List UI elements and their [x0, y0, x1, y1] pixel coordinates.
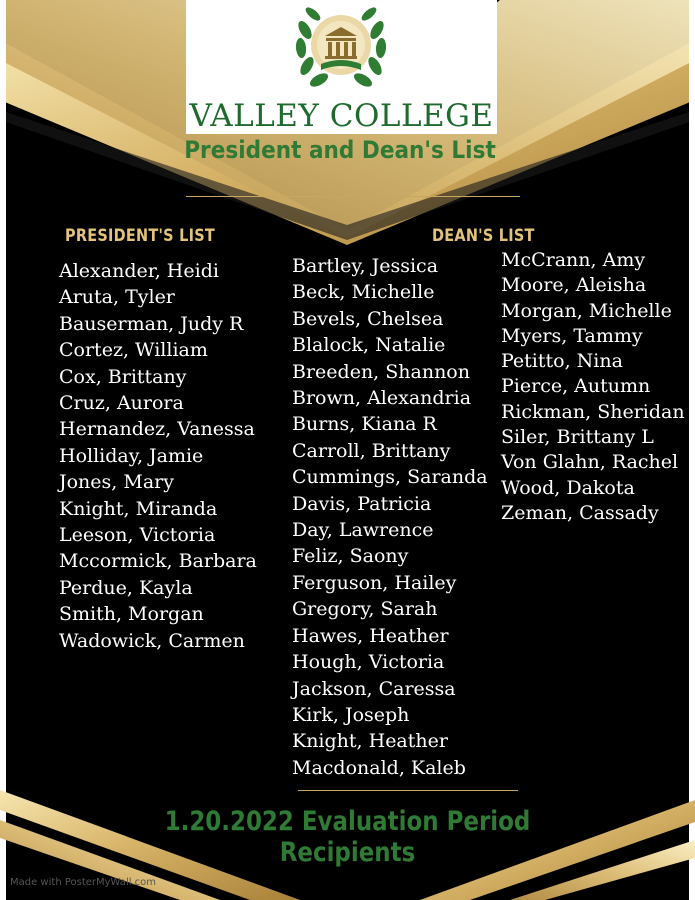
list-item: Perdue, Kayla	[59, 576, 193, 599]
list-item: Alexander, Heidi	[59, 260, 219, 282]
college-name: VALLEY COLLEGE	[189, 98, 494, 134]
list-item: Leeson, Victoria	[59, 524, 216, 547]
list-item: Pierce, Autumn	[501, 375, 651, 398]
deans-list-column-2	[501, 248, 685, 526]
list-item: Blalock, Natalie	[292, 334, 446, 357]
list-item: Hawes, Heather	[292, 624, 449, 647]
list-item: Cruz, Aurora	[59, 392, 184, 415]
list-item: Wood, Dakota	[501, 476, 635, 499]
list-item: Rickman, Sheridan	[501, 400, 685, 423]
list-item: Day, Lawrence	[292, 519, 434, 542]
deans-list-heading: DEAN'S LIST	[432, 226, 535, 246]
list-item: Hough, Victoria	[292, 651, 445, 674]
top-divider	[186, 196, 520, 197]
list-item: Carroll, Brittany	[292, 439, 451, 462]
poster-subtitle: President and Dean's List	[184, 136, 496, 164]
list-item: Cox, Brittany	[59, 365, 187, 388]
list-item: Aruta, Tyler	[59, 286, 175, 309]
list-item: Macdonald, Kaleb	[292, 756, 466, 779]
list-item: Hernandez, Vanessa	[59, 418, 255, 441]
list-item: Kirk, Joseph	[292, 703, 410, 726]
list-item: Beck, Michelle	[292, 281, 435, 304]
evaluation-period-title: 1.20.2022 Evaluation Period Recipients	[164, 806, 531, 868]
list-item: Petitto, Nina	[501, 350, 623, 373]
list-item: Cummings, Saranda	[292, 466, 488, 489]
list-item: Mccormick, Barbara	[59, 550, 257, 573]
laurel-wreath-columned-building-icon	[281, 0, 401, 100]
list-item: Moore, Aleisha	[501, 274, 647, 297]
presidents-list-heading: PRESIDENT'S LIST	[65, 226, 215, 246]
deans-list-column-1	[292, 253, 488, 781]
list-item: McCrann, Amy	[501, 249, 646, 271]
list-item: Knight, Heather	[292, 730, 448, 753]
list-item: Holliday, Jamie	[59, 444, 204, 467]
list-item: Gregory, Sarah	[292, 598, 438, 621]
list-item: Von Glahn, Rachel	[501, 451, 679, 474]
list-item: Zeman, Cassady	[501, 501, 659, 524]
list-item: Breeden, Shannon	[292, 360, 470, 383]
list-item: Feliz, Saony	[292, 545, 409, 568]
list-item: Brown, Alexandria	[292, 387, 472, 410]
presidents-list	[59, 258, 257, 654]
list-item: Bauserman, Judy R	[59, 312, 244, 335]
list-item: Jackson, Caressa	[292, 677, 456, 700]
list-item: Siler, Brittany L	[501, 426, 654, 449]
list-item: Smith, Morgan	[59, 603, 204, 626]
list-item: Jones, Mary	[59, 471, 174, 494]
list-item: Ferguson, Hailey	[292, 571, 457, 594]
list-item: Wadowick, Carmen	[59, 629, 245, 652]
list-item: Bartley, Jessica	[292, 255, 439, 277]
list-item: Burns, Kiana R	[292, 413, 437, 436]
list-item: Myers, Tammy	[501, 324, 643, 347]
list-item: Knight, Miranda	[59, 497, 218, 520]
watermark-text: Made with PosterMyWall.com	[10, 877, 157, 888]
bottom-divider	[298, 790, 518, 791]
list-item: Cortez, William	[59, 339, 208, 362]
list-item: Davis, Patricia	[292, 492, 432, 515]
list-item: Morgan, Michelle	[501, 299, 672, 322]
list-item: Bevels, Chelsea	[292, 307, 444, 330]
